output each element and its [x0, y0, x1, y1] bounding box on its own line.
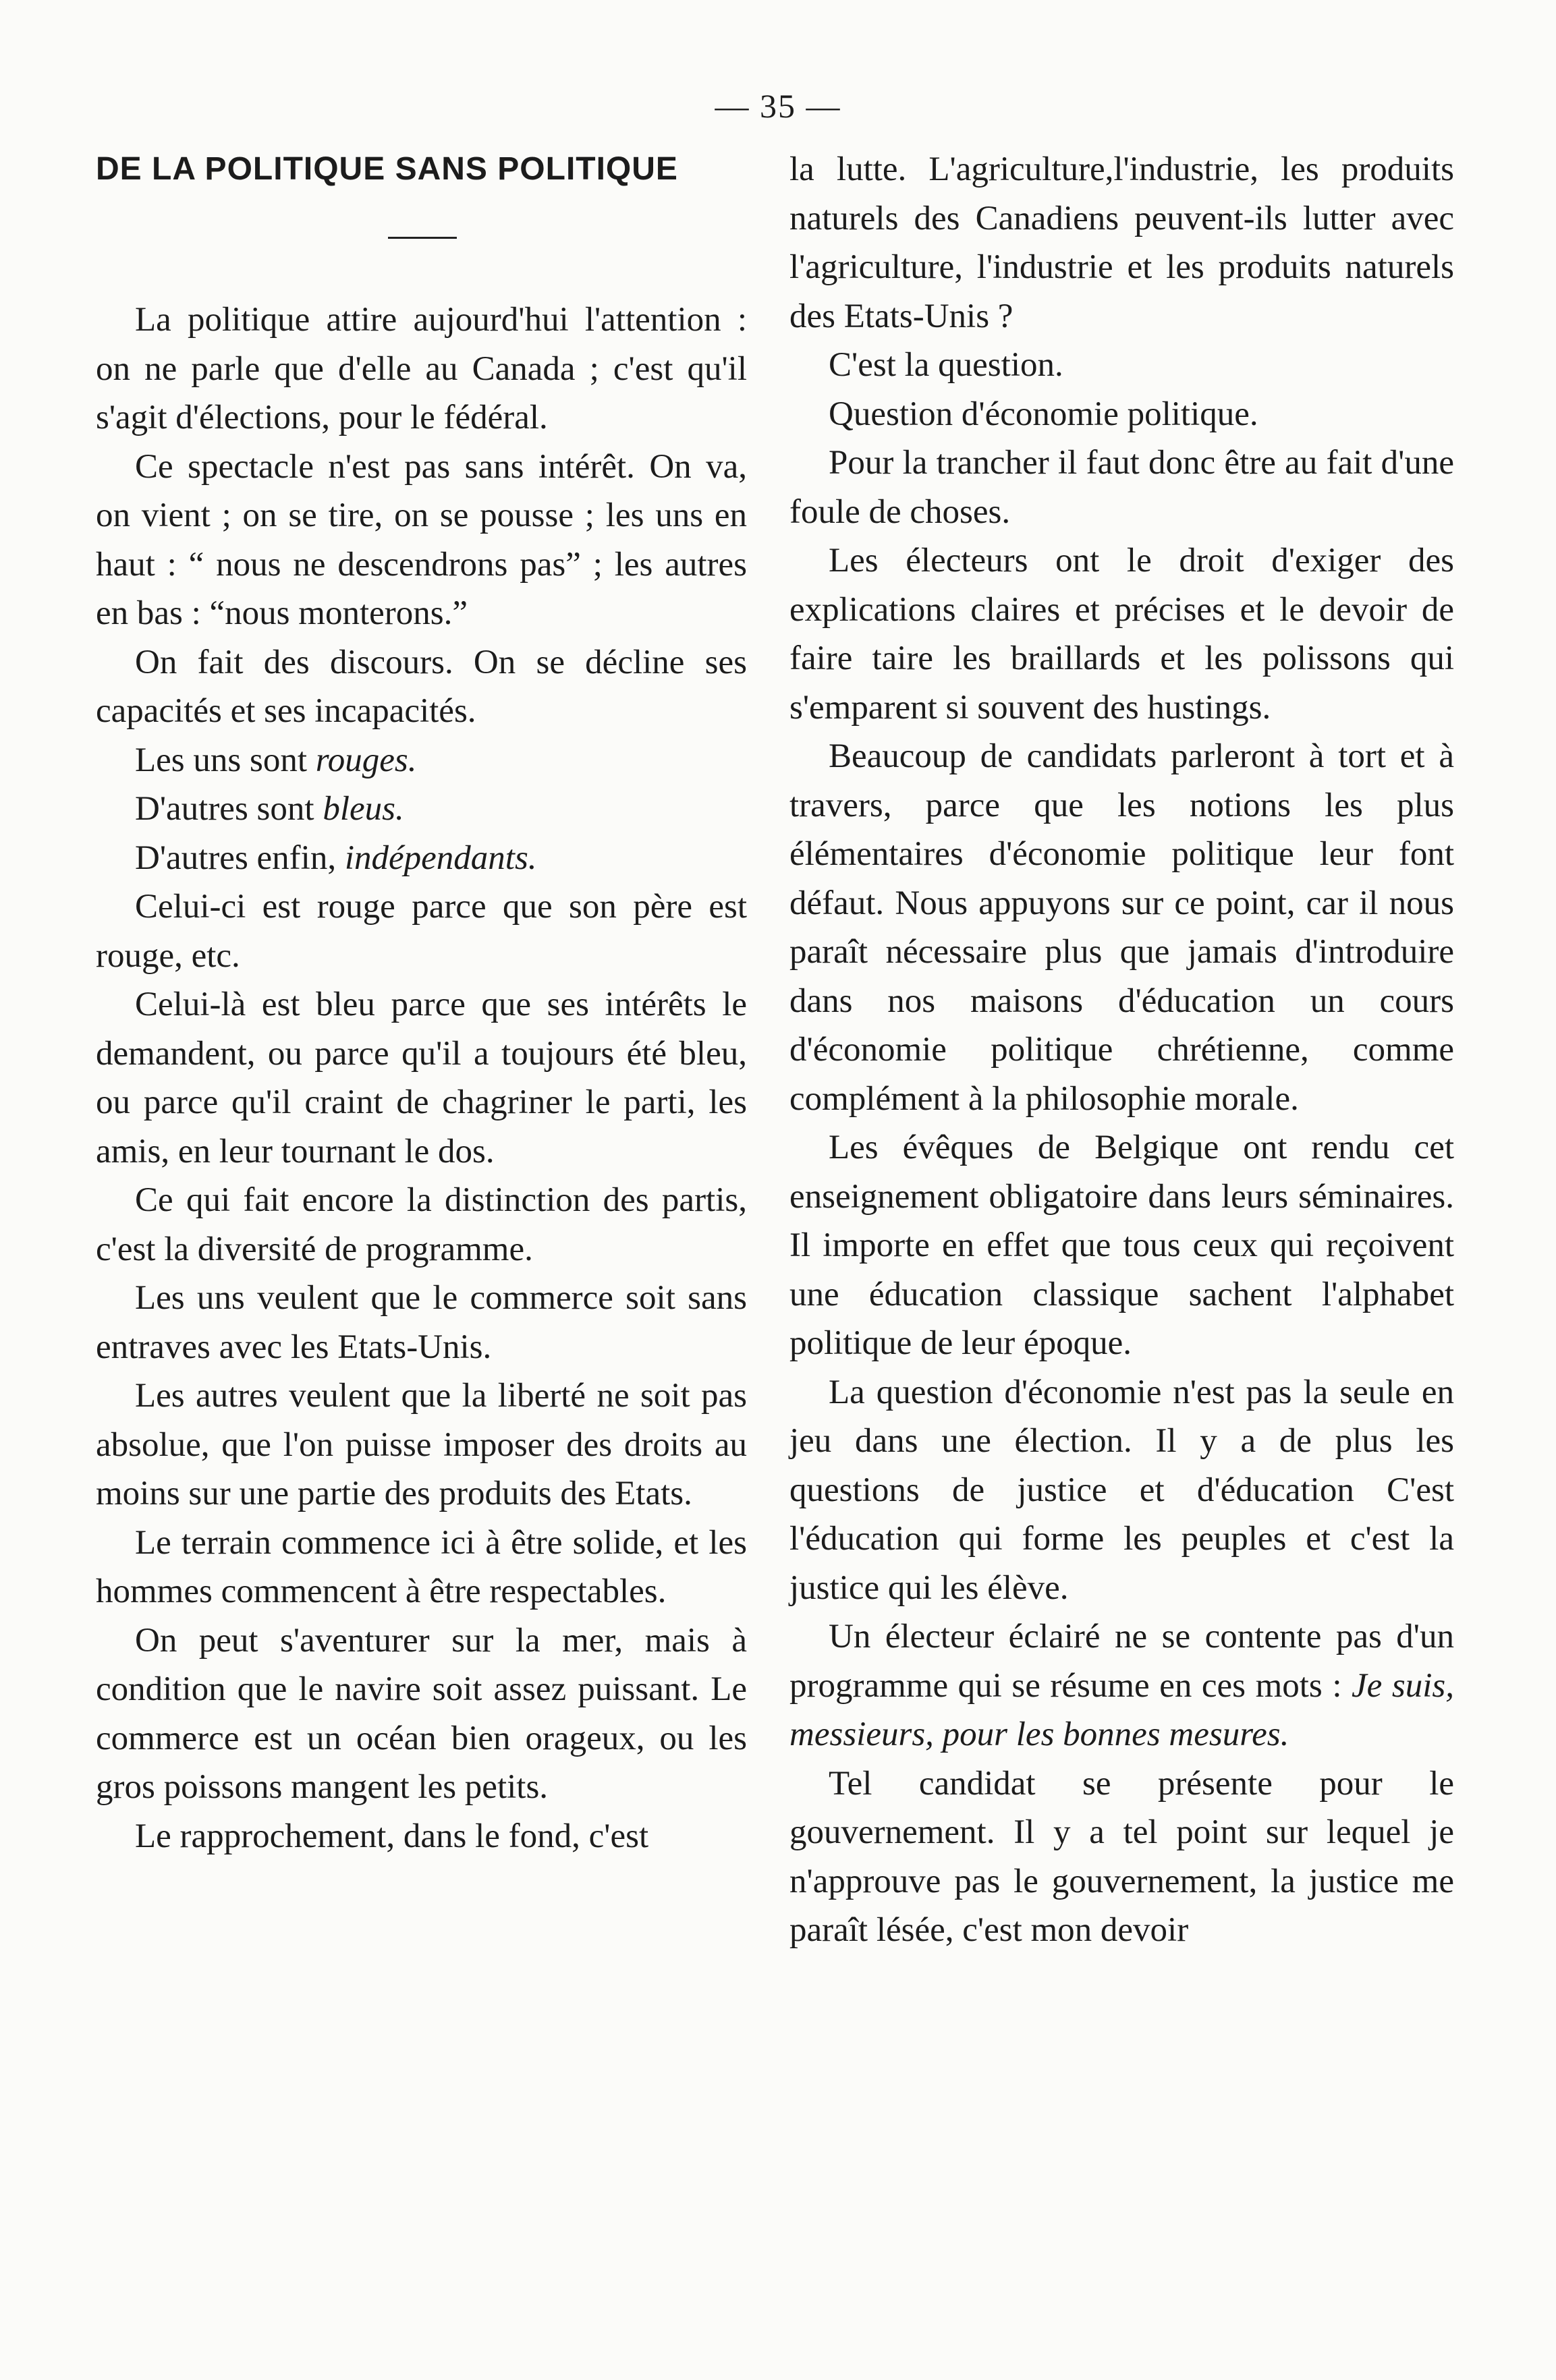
paragraph: Le terrain commence ici à être solide, et les hommes commencent à être respectables.	[96, 1523, 747, 1610]
paragraph: C'est la question.	[829, 346, 1063, 384]
paragraph-rouges	[96, 736, 747, 785]
paragraph: Les électeurs ont le droit d'exiger des explications claires et précises et le devoir de faire taire les braillards et les polissons qui s'emparent si souvent des hustings.	[789, 542, 1454, 727]
italic-text: rouges.	[315, 741, 417, 779]
heading-rule	[388, 237, 457, 239]
paragraph: Beaucoup de candidats parleront à tort et à travers, parce que les notions les plus élémentaires d'économie politique leur font défaut. Nous appuyons sur ce point, car il nous paraît nécessaire plus que jamais d'introduire dans nos maisons d'éducation un cours d'économie politique chrétienne, comme complément à la philosophie morale.	[789, 737, 1454, 1118]
italic-text: indépendants.	[344, 839, 537, 877]
page-number: — 35 —	[715, 87, 841, 125]
paragraph: On peut s'aventurer sur la mer, mais à condition que le navire soit assez puissant. Le commerce est un océan bien orageux, ou les gros poissons mangent les petits.	[96, 1621, 747, 1806]
paragraph-independants	[96, 834, 747, 883]
paragraph-electeur	[789, 1612, 1454, 1759]
paragraph: Pour la trancher il faut donc être au fait d'une foule de choses.	[789, 444, 1454, 531]
paragraph-bleus	[96, 785, 747, 834]
paragraph-continued: la lutte. L'agriculture,l'industrie, les produits naturels des Canadiens peuvent-ils lutter avec l'agriculture, l'industrie et les produits naturels des Etats-Unis ?	[789, 150, 1454, 335]
text: D'autres sont	[135, 790, 323, 828]
paragraph: Ce qui fait encore la distinction des partis, c'est la diversité de programme.	[96, 1181, 747, 1268]
paragraph: Tel candidat se présente pour le gouvernement. Il y a tel point sur lequel je n'approuve pas le gouvernement, la justice me paraît lésée, c'est mon devoir	[789, 1764, 1454, 1949]
paragraph: Les autres veulent que la liberté ne soit pas absolue, que l'on puisse imposer des droits au moins sur une partie des produits des Etats.	[96, 1377, 747, 1512]
right-column	[789, 145, 1454, 1955]
left-column	[96, 145, 747, 1861]
italic-quote: Je suis, messieurs, pour les bonnes mesures.	[789, 1666, 1454, 1753]
text: Les uns sont	[135, 741, 316, 779]
paragraph: La question d'économie n'est pas la seule en jeu dans une élection. Il y a de plus les questions de justice et d'éducation C'est l'éducation qui forme les peuples et c'est la justice qui les élève.	[789, 1373, 1454, 1607]
paragraph: Les évêques de Belgique ont rendu cet enseignement obligatoire dans leurs séminaires. Il importe en effet que tous ceux qui reçoivent une éducation classique sachent l'alphabet politique de leur époque.	[789, 1129, 1454, 1362]
paragraph: Celui-là est bleu parce que ses intérêts le demandent, ou parce qu'il a toujours été bleu, ou parce qu'il craint de chagriner le parti, les amis, en leur tournant le dos.	[96, 986, 747, 1170]
italic-text: bleus.	[323, 790, 404, 828]
paragraph: Ce spectacle n'est pas sans intérêt. On va, on vient ; on se tire, on se pousse ; les uns en haut : “ nous ne descendrons pas” ; les autres en bas : “nous monterons.”	[96, 447, 747, 632]
paragraph: La politique attire aujourd'hui l'attention : on ne parle que d'elle au Canada ; c'est qu'il s'agit d'élections, pour le fédéral.	[96, 301, 747, 436]
text: Un électeur éclairé ne se contente pas d'un programme qui se résume en ces mots :	[789, 1618, 1454, 1705]
paragraph: Les uns veulent que le commerce soit sans entraves avec les Etats-Unis.	[96, 1279, 747, 1366]
paragraph: Question d'économie politique.	[829, 395, 1258, 433]
text: D'autres enfin,	[135, 839, 345, 877]
paragraph: Le rapprochement, dans le fond, c'est	[135, 1817, 649, 1855]
article-heading: DE LA POLITIQUE SANS POLITIQUE	[96, 151, 678, 187]
paragraph: Celui-ci est rouge parce que son père est rouge, etc.	[96, 888, 747, 975]
paragraph: On fait des discours. On se décline ses capacités et ses incapacités.	[96, 643, 747, 730]
